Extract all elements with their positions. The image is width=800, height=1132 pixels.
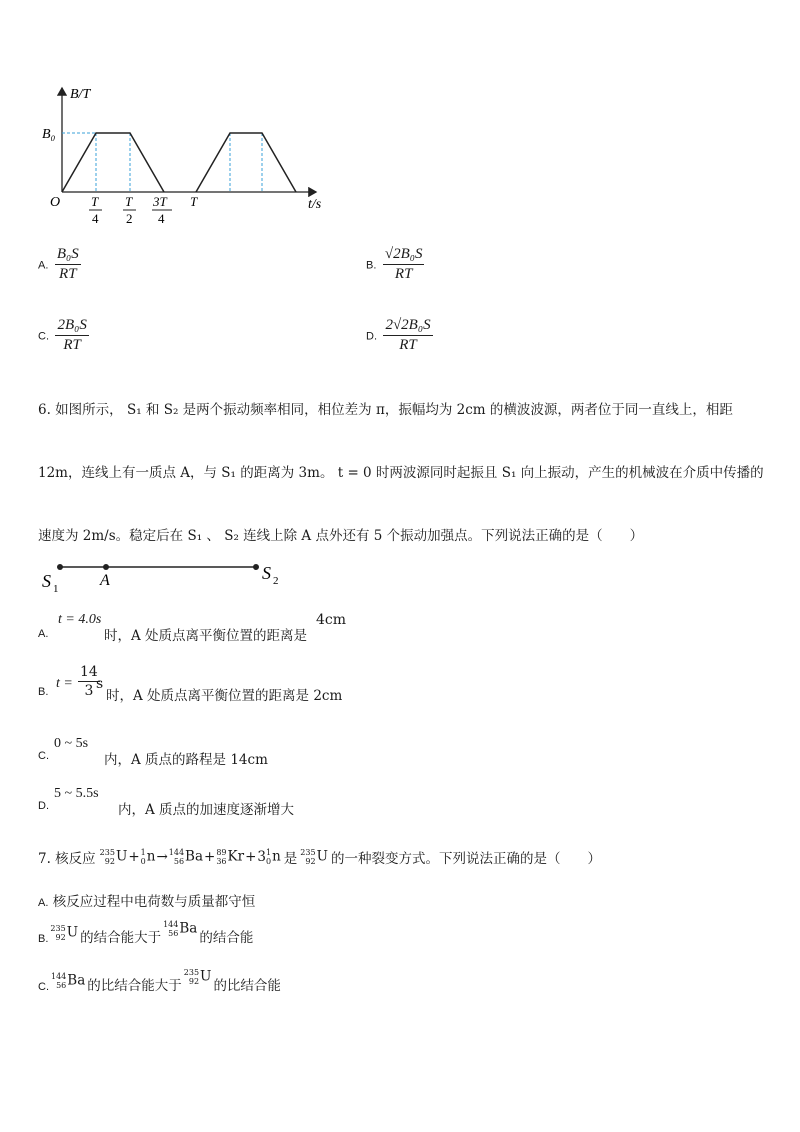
nuclide-u235-ref [300, 848, 328, 866]
q6-option-d[interactable] [38, 786, 368, 816]
atomic-number: 56 [168, 929, 179, 938]
first-pulse [62, 133, 164, 192]
mass-number: 1 [140, 848, 146, 857]
q6-stem-line-3: 速度为 2m/s。稳定后在 S₁ 、 S₂ 连线上除 A 点外还有 5 个振动加强点。下列说法正确的是（ ） [38, 528, 644, 544]
fraction-denominator: RT [394, 266, 413, 282]
q5-option-b[interactable] [366, 246, 424, 283]
q5-option-a[interactable] [38, 246, 81, 283]
element-symbol: n [146, 848, 156, 865]
fraction-denominator: RT [63, 337, 81, 353]
nuclide-u235 [100, 848, 128, 866]
a-label: A [100, 572, 110, 589]
element-symbol: n [272, 848, 281, 865]
q7-stem [38, 843, 778, 871]
option-fraction [55, 317, 88, 354]
y-axis-label: B/T [70, 87, 91, 102]
option-fraction [383, 317, 432, 354]
mass-number: 235 [300, 848, 316, 857]
fraction-numerator: 2√2B₀S [383, 317, 432, 336]
option-text-end: 的结合能 [199, 930, 254, 946]
element-symbol: Ba [67, 972, 86, 989]
fraction-denominator: 3 [84, 683, 94, 699]
element-symbol: Ba [179, 920, 198, 937]
option-text: 时，A 处质点离平衡位置的距离是 2cm [106, 688, 343, 704]
option-math-prefix: t = [56, 676, 73, 691]
s1-label: S [42, 571, 51, 591]
option-letter: A. [38, 628, 49, 640]
option-letter: D. [366, 330, 377, 343]
q6-option-c[interactable] [38, 736, 338, 766]
option-letter: B. [38, 933, 49, 945]
b-t-graph [40, 80, 340, 230]
option-text-end: 的比结合能 [213, 978, 281, 994]
tick-half-den: 2 [126, 211, 133, 226]
plus-sign: + [245, 849, 257, 865]
plus-sign: + [204, 849, 216, 865]
q7-option-c[interactable] [38, 966, 281, 996]
option-letter: A. [38, 259, 49, 272]
option-text: 时，A 处质点离平衡位置的距离是 [104, 628, 308, 644]
option-text: 核反应过程中电荷数与质量都守恒 [52, 894, 256, 910]
fraction-denominator: RT [399, 337, 417, 353]
option-math: 0 ~ 5s [54, 736, 89, 751]
atomic-number: 36 [216, 857, 227, 866]
mass-number: 235 [183, 968, 200, 977]
q6-option-b[interactable] [38, 664, 438, 704]
atomic-number: 92 [55, 933, 66, 942]
option-fraction [383, 246, 425, 283]
option-text-mid: 的结合能大于 [80, 930, 162, 946]
mass-number: 1 [265, 848, 272, 857]
q5-option-d[interactable] [366, 317, 433, 354]
atomic-number: 92 [104, 857, 115, 866]
nuclide-kr89 [216, 848, 244, 866]
element-symbol: U [66, 924, 79, 941]
atomic-number: 92 [188, 977, 200, 986]
tick-quarter-num: T [91, 194, 99, 209]
tick-quarter-den: 4 [92, 211, 99, 226]
mass-number: 144 [51, 972, 67, 981]
atomic-number: 56 [173, 857, 185, 866]
option-math: t = 4.0s [58, 612, 102, 627]
q7-suffix: 的一种裂变方式。下列说法正确的是（ ） [330, 851, 601, 867]
second-pulse [196, 133, 296, 192]
option-letter: A. [38, 897, 49, 909]
fraction-numerator: √2B₀S [383, 246, 425, 265]
fraction-numerator: 2B₀S [55, 317, 88, 336]
s2-label: S [262, 563, 271, 583]
tick-half-num: T [125, 194, 133, 209]
q6-stem-line-1: 6. 如图所示， S₁ 和 S₂ 是两个振动频率相同，相位差为 π，振幅均为 2cm 的横波波源，两者位于同一直线上，相距 [38, 402, 733, 418]
option-math: 5 ~ 5.5s [54, 786, 99, 801]
element-symbol: U [316, 848, 328, 865]
nuclide-ba144 [51, 972, 85, 990]
mass-number: 144 [168, 848, 185, 857]
s2-point [253, 564, 259, 570]
option-fraction [55, 246, 81, 283]
nuclide-u235 [184, 968, 212, 986]
a-point [103, 564, 109, 570]
atomic-number: 56 [56, 981, 67, 990]
nuclide-neutron-product [266, 848, 281, 866]
fraction-numerator: B₀S [55, 246, 81, 265]
nuclide-u235 [50, 924, 78, 942]
q6-stem-line-2: 12m，连线上有一质点 A，与 S₁ 的距离为 3m。 t = 0 时两波源同时起振且 S₁ 向上振动，产生的机械波在介质中传播的 [38, 465, 764, 481]
atomic-number: 92 [305, 857, 316, 866]
element-symbol: U [200, 968, 212, 985]
mass-number: 144 [163, 920, 179, 929]
s1-point [57, 564, 63, 570]
s1-s2-diagram [36, 555, 296, 595]
option-letter: C. [38, 981, 49, 993]
x-axis-label: t/s [308, 197, 322, 212]
fraction-denominator: RT [59, 266, 77, 282]
option-text: 内，A 质点的路程是 14cm [104, 752, 268, 768]
tick-t-label: T [190, 194, 198, 209]
nuclide-ba144 [169, 848, 203, 866]
option-letter: C. [38, 330, 49, 343]
coefficient: 3 [257, 849, 266, 865]
plus-sign: + [128, 849, 140, 865]
s2-subscript: 2 [273, 575, 279, 587]
mass-number: 235 [50, 924, 66, 933]
option-text: 内，A 质点的加速度逐渐增大 [118, 802, 295, 818]
nuclide-neutron [141, 848, 156, 866]
q5-option-c[interactable] [38, 317, 89, 354]
option-letter: D. [38, 800, 49, 812]
s1-subscript: 1 [53, 583, 59, 595]
element-symbol: Ba [185, 848, 204, 865]
option-value: 4cm [316, 612, 347, 628]
element-symbol: U [115, 848, 128, 865]
tick-3quarter-num: 3T [153, 194, 167, 209]
option-letter: B. [366, 259, 377, 272]
option-letter: C. [38, 750, 49, 762]
nuclide-ba144 [163, 920, 197, 938]
mass-number: 235 [99, 848, 115, 857]
option-text-mid: 的比结合能大于 [87, 978, 182, 994]
atomic-number: 0 [265, 857, 272, 866]
b0-tick-label: B₀ [42, 127, 56, 142]
fraction-numerator: 14 [80, 664, 98, 680]
origin-label: O [50, 195, 61, 210]
option-unit: s [96, 676, 104, 692]
element-symbol: Kr [227, 848, 245, 865]
q7-prefix: 7. 核反应 [38, 851, 96, 867]
q7-option-b[interactable] [38, 918, 253, 948]
is-word: 是 [283, 851, 298, 867]
tick-3quarter-den: 4 [158, 211, 165, 226]
option-letter: B. [38, 686, 49, 698]
mass-number: 89 [216, 848, 227, 857]
reaction-arrow: → [156, 849, 168, 865]
atomic-number: 0 [140, 857, 146, 866]
q7-option-a[interactable] [38, 890, 255, 910]
